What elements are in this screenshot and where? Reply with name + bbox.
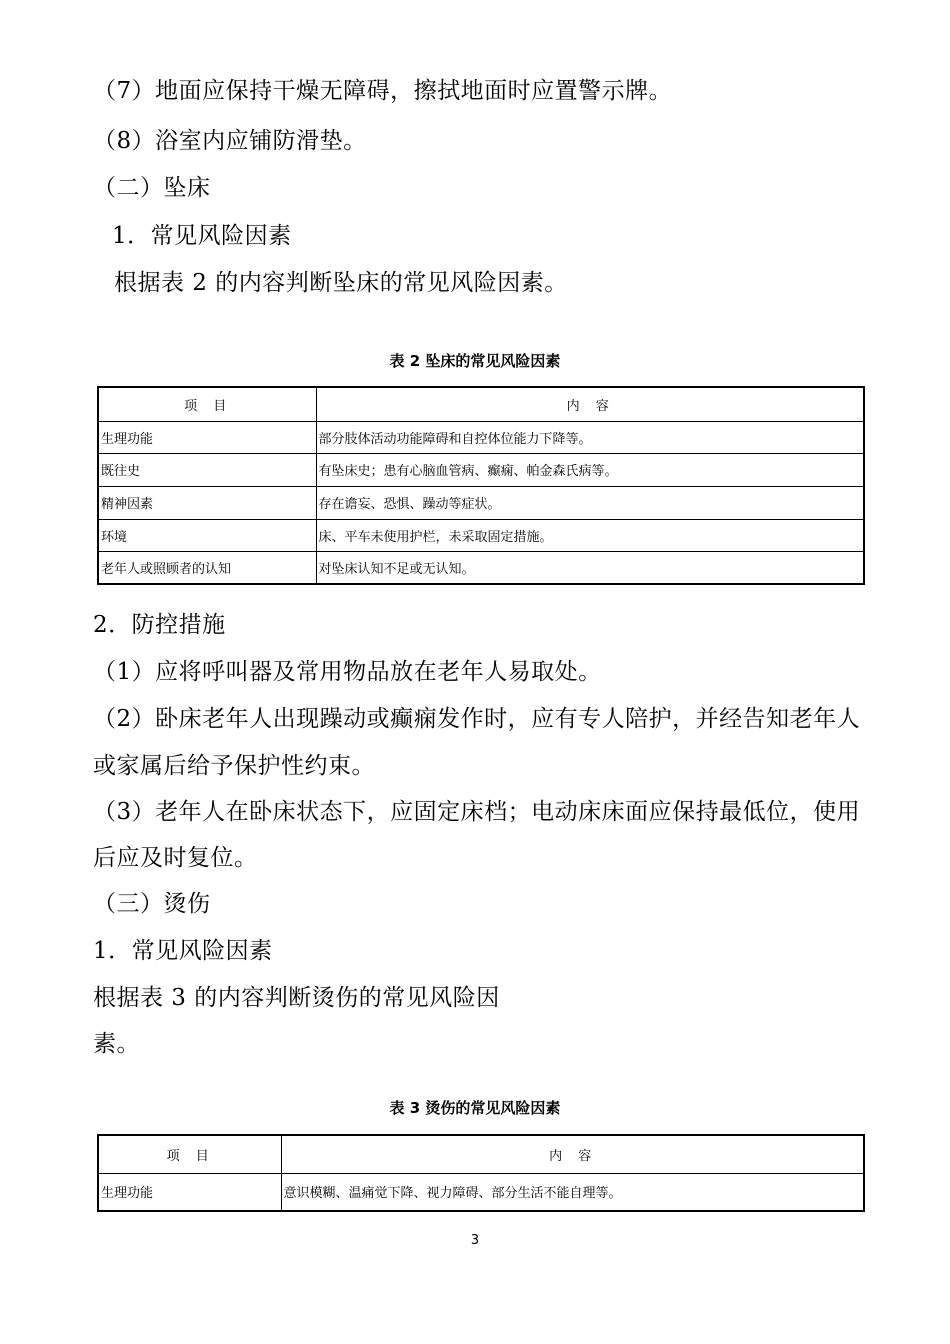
table-row — [98, 453, 864, 486]
table-row — [98, 421, 864, 453]
subheading-prevention-measures: 2．防控措施 — [93, 612, 226, 638]
table-cell-content: 意识模糊、温痛觉下降、视力障碍、部分生活不能自理等。 — [281, 1173, 864, 1211]
paragraph-measure-3-line1: （3）老年人在卧床状态下，应固定床档；电动床床面应保持最低位，使用 — [93, 799, 861, 825]
paragraph-measure-1: （1）应将呼叫器及常用物品放在老年人易取处。 — [93, 659, 602, 685]
table-cell-item: 既往史 — [98, 453, 316, 486]
table2-caption: 表 2 坠床的常见风险因素 — [389, 352, 561, 370]
paragraph-table2-intro: 根据表 2 的内容判断坠床的常见风险因素。 — [114, 270, 568, 296]
table-cell-item: 老年人或照顾者的认知 — [98, 551, 316, 584]
table2-fall-risk-factors — [97, 386, 865, 585]
table-row — [98, 519, 864, 551]
table-header-content: 内 容 — [316, 387, 864, 421]
paragraph-table3-intro-line1: 根据表 3 的内容判断烫伤的常见风险因 — [93, 985, 500, 1011]
table-cell-content: 床、平车未使用护栏，未采取固定措施。 — [316, 519, 864, 551]
table-header-item: 项 目 — [98, 387, 316, 421]
section-heading-fall-from-bed: （二）坠床 — [93, 175, 211, 201]
table-cell-content: 部分肢体活动功能障碍和自控体位能力下降等。 — [316, 421, 864, 453]
table-cell-item: 精神因素 — [98, 486, 316, 519]
subheading-scald-risk-factors: 1．常见风险因素 — [93, 938, 273, 964]
table-header-row — [98, 1135, 864, 1173]
table-cell-content: 有坠床史；患有心脑血管病、癫痫、帕金森氏病等。 — [316, 453, 864, 486]
table3-caption: 表 3 烫伤的常见风险因素 — [389, 1099, 561, 1117]
table-cell-content: 存在谵妄、恐惧、躁动等症状。 — [316, 486, 864, 519]
table3-scald-risk-factors — [97, 1134, 865, 1212]
table-header-item: 项 目 — [98, 1135, 281, 1173]
table-row — [98, 1173, 864, 1211]
table-cell-item: 生理功能 — [98, 421, 316, 453]
page-number: 3 — [470, 1233, 480, 1248]
paragraph-measure-2-line1: （2）卧床老年人出现躁动或癫痫发作时，应有专人陪护，并经告知老年人 — [93, 706, 861, 732]
subheading-risk-factors: 1．常见风险因素 — [112, 223, 292, 249]
table-header-row — [98, 387, 864, 421]
section-heading-scald: （三）烫伤 — [93, 891, 211, 917]
table-cell-item: 生理功能 — [98, 1173, 281, 1211]
table-row — [98, 486, 864, 519]
paragraph-measure-3-line2: 后应及时复位。 — [93, 845, 258, 871]
paragraph-measure-2-line2: 或家属后给予保护性约束。 — [93, 753, 375, 779]
table-cell-content: 对坠床认知不足或无认知。 — [316, 551, 864, 584]
paragraph-item-7: （7）地面应保持干燥无障碍，擦拭地面时应置警示牌。 — [93, 78, 673, 104]
paragraph-table3-intro-line2: 素。 — [93, 1031, 140, 1057]
table-header-content: 内 容 — [281, 1135, 864, 1173]
paragraph-item-8: （8）浴室内应铺防滑垫。 — [93, 128, 367, 154]
table-cell-item: 环境 — [98, 519, 316, 551]
table-row — [98, 551, 864, 584]
